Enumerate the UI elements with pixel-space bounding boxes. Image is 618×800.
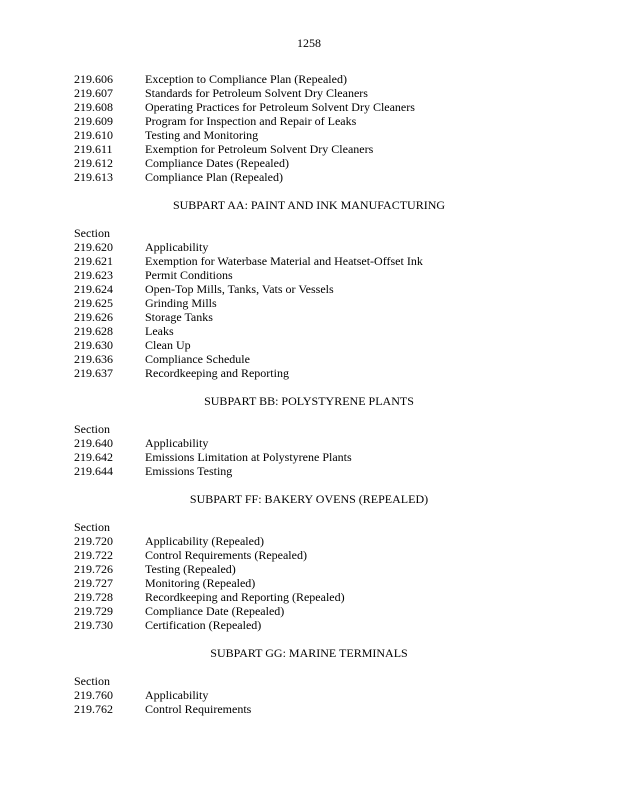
- section-number: 219.630: [74, 338, 113, 352]
- toc-entry: [74, 296, 574, 310]
- section-number: 219.644: [74, 464, 113, 478]
- toc-entry: [74, 450, 574, 464]
- section-number: 219.720: [74, 534, 113, 548]
- section-label: Section: [74, 226, 110, 240]
- section-number: 219.607: [74, 86, 113, 100]
- section-title: Testing (Repealed): [145, 562, 236, 576]
- section-number: 219.613: [74, 170, 113, 184]
- section-title: Leaks: [145, 324, 174, 338]
- toc-entry: [74, 114, 574, 128]
- toc-entry: [74, 352, 574, 366]
- section-number: 219.610: [74, 128, 113, 142]
- section-number: 219.728: [74, 590, 113, 604]
- section-title: Testing and Monitoring: [145, 128, 259, 142]
- section-number: 219.625: [74, 296, 113, 310]
- toc-entry: [74, 590, 574, 604]
- subpart-block: [74, 198, 574, 380]
- toc-entry: [74, 86, 574, 100]
- section-label: Section: [74, 674, 110, 688]
- section-number: 219.623: [74, 268, 113, 282]
- page-number: 1258: [297, 36, 321, 50]
- toc-entry: [74, 282, 574, 296]
- section-title: Exception to Compliance Plan (Repealed): [145, 72, 347, 86]
- section-title: Open-Top Mills, Tanks, Vats or Vessels: [145, 282, 334, 296]
- section-title: Grinding Mills: [145, 296, 217, 310]
- subpart-block: [74, 492, 574, 632]
- toc-entry: [74, 100, 574, 114]
- section-number: 219.620: [74, 240, 113, 254]
- table-of-contents: [74, 72, 574, 716]
- subpart-block: [74, 646, 574, 716]
- section-number: 219.611: [74, 142, 113, 156]
- section-title: Compliance Date (Repealed): [145, 604, 285, 618]
- section-number: 219.628: [74, 324, 113, 338]
- toc-entry: [74, 240, 574, 254]
- section-title: Applicability (Repealed): [145, 534, 264, 548]
- section-number: 219.636: [74, 352, 113, 366]
- toc-entry: [74, 72, 574, 86]
- toc-entry: [74, 268, 574, 282]
- section-title: Storage Tanks: [145, 310, 213, 324]
- initial-entries: [74, 72, 574, 184]
- subpart-heading: SUBPART AA: PAINT AND INK MANUFACTURING: [172, 198, 446, 212]
- section-title: Applicability: [145, 240, 209, 254]
- toc-entry: [74, 128, 574, 142]
- section-title: Control Requirements (Repealed): [145, 548, 307, 562]
- section-number: 219.621: [74, 254, 113, 268]
- section-number: 219.609: [74, 114, 113, 128]
- section-title: Applicability: [145, 688, 209, 702]
- section-title: Clean Up: [145, 338, 191, 352]
- section-number: 219.727: [74, 576, 113, 590]
- section-title: Recordkeeping and Reporting: [145, 366, 289, 380]
- toc-entry: [74, 688, 574, 702]
- toc-entry: [74, 618, 574, 632]
- section-title: Standards for Petroleum Solvent Dry Cleaners: [145, 86, 368, 100]
- section-title: Emissions Testing: [145, 464, 233, 478]
- section-number: 219.762: [74, 702, 113, 716]
- toc-entry: [74, 366, 574, 380]
- toc-entry: [74, 170, 574, 184]
- toc-entry: [74, 310, 574, 324]
- section-title: Permit Conditions: [145, 268, 233, 282]
- section-number: 219.726: [74, 562, 113, 576]
- toc-entry: [74, 576, 574, 590]
- toc-entry: [74, 142, 574, 156]
- section-number: 219.626: [74, 310, 113, 324]
- section-number: 219.722: [74, 548, 113, 562]
- section-number: 219.606: [74, 72, 113, 86]
- toc-entry: [74, 464, 574, 478]
- section-title: Control Requirements: [145, 702, 252, 716]
- section-title: Exemption for Waterbase Material and Heatset-Offset Ink: [145, 254, 423, 268]
- subpart-heading: SUBPART BB: POLYSTYRENE PLANTS: [204, 394, 414, 408]
- toc-entry: [74, 534, 574, 548]
- subpart-heading: SUBPART FF: BAKERY OVENS (REPEALED): [189, 492, 429, 506]
- section-title: Program for Inspection and Repair of Leaks: [145, 114, 357, 128]
- subpart-block: [74, 394, 574, 478]
- section-number: 219.612: [74, 156, 113, 170]
- subparts: [74, 198, 574, 716]
- section-number: 219.729: [74, 604, 113, 618]
- section-number: 219.730: [74, 618, 113, 632]
- section-title: Monitoring (Repealed): [145, 576, 256, 590]
- toc-entry: [74, 604, 574, 618]
- toc-entry: [74, 548, 574, 562]
- section-title: Compliance Dates (Repealed): [145, 156, 289, 170]
- section-number: 219.624: [74, 282, 113, 296]
- toc-entry: [74, 562, 574, 576]
- toc-entry: [74, 702, 574, 716]
- toc-entry: [74, 156, 574, 170]
- section-title: Emissions Limitation at Polystyrene Plants: [145, 450, 352, 464]
- section-number: 219.637: [74, 366, 113, 380]
- section-title: Certification (Repealed): [145, 618, 262, 632]
- section-number: 219.640: [74, 436, 113, 450]
- section-title: Operating Practices for Petroleum Solvent Dry Cleaners: [145, 100, 415, 114]
- toc-entry: [74, 436, 574, 450]
- toc-entry: [74, 338, 574, 352]
- section-title: Compliance Plan (Repealed): [145, 170, 283, 184]
- section-title: Compliance Schedule: [145, 352, 250, 366]
- section-label: Section: [74, 520, 110, 534]
- toc-entry: [74, 254, 574, 268]
- section-number: 219.760: [74, 688, 113, 702]
- section-title: Applicability: [145, 436, 209, 450]
- section-title: Recordkeeping and Reporting (Repealed): [145, 590, 345, 604]
- section-title: Exemption for Petroleum Solvent Dry Cleaners: [145, 142, 374, 156]
- section-label: Section: [74, 422, 110, 436]
- section-number: 219.608: [74, 100, 113, 114]
- section-number: 219.642: [74, 450, 113, 464]
- toc-entry: [74, 324, 574, 338]
- subpart-heading: SUBPART GG: MARINE TERMINALS: [210, 646, 408, 660]
